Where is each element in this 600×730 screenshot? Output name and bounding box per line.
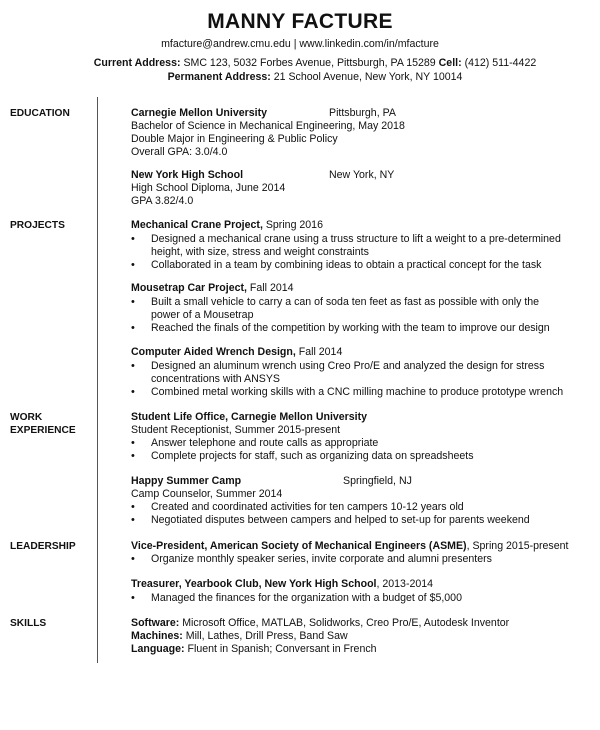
- bullet-icon: [131, 296, 151, 309]
- bullet-text: Collaborated in a team by combining ideas to obtain a practical concept for the task: [151, 259, 542, 271]
- job-role: Student Receptionist, Summer 2015-present: [131, 424, 341, 436]
- job-employer: Student Life Office, Carnegie Mellon University: [131, 411, 368, 423]
- skills-language: [131, 643, 377, 656]
- job-location: Springfield, NJ: [343, 475, 412, 487]
- bullet-icon: [131, 437, 151, 450]
- section-divider: [97, 97, 98, 663]
- bullet-icon: [131, 233, 151, 246]
- section-education: EDUCATION: [10, 108, 70, 119]
- bullet-icon: [131, 450, 151, 463]
- project-title: Mousetrap Car Project,: [131, 282, 247, 294]
- bullet-text: height, with size, stress and weight constraints: [151, 246, 369, 258]
- project-date: Fall 2014: [295, 346, 343, 358]
- school-name: New York High School: [131, 169, 244, 181]
- bullet-icon: [131, 386, 151, 399]
- skills-machines-label: Machines:: [131, 630, 183, 642]
- skills-software-value: Microsoft Office, MATLAB, Solidworks, Creo Pro/E, Autodesk Inventor: [179, 617, 510, 629]
- current-address: SMC 123, 5032 Forbes Avenue, Pittsburgh, PA 15289: [180, 57, 439, 69]
- leadership-heading: [131, 540, 568, 553]
- bullet-text: power of a Mousetrap: [151, 309, 254, 321]
- leadership-date: , Spring 2015-present: [466, 540, 569, 552]
- degree: Bachelor of Science in Mechanical Engineering, May 2018: [131, 120, 405, 132]
- cell-number: (412) 511-4422: [461, 57, 537, 69]
- bullet-text: Answer telephone and route calls as appropriate: [151, 437, 379, 449]
- bullet-icon: [131, 360, 151, 373]
- bullet-text: Created and coordinated activities for ten campers 10-12 years old: [151, 501, 464, 513]
- degree: High School Diploma, June 2014: [131, 182, 286, 194]
- current-address-line: [0, 56, 600, 70]
- section-work: WORK: [10, 412, 43, 423]
- bullet-text: Combined metal working skills with a CNC milling machine to produce prototype wrench: [151, 386, 564, 398]
- bullet-text: Designed an aluminum wrench using Creo Pro/E and analyzed the design for stress: [151, 360, 545, 372]
- project-title: Mechanical Crane Project,: [131, 219, 263, 231]
- permanent-address: 21 School Avenue, New York, NY 10014: [270, 71, 463, 83]
- project-heading: [131, 219, 323, 232]
- bullet-text: Built a small vehicle to carry a can of soda ten feet as fast as possible with only the: [151, 296, 540, 308]
- contact-line: mfacture@andrew.cmu.edu | www.linkedin.com/in/mfacture: [161, 38, 439, 50]
- permanent-address-line: [0, 70, 600, 84]
- leadership-heading: [131, 578, 433, 591]
- skills-language-label: Language:: [131, 643, 185, 655]
- school-location: New York, NY: [329, 169, 395, 181]
- skills-software: [131, 617, 509, 630]
- current-address-label: Current Address:: [93, 57, 181, 69]
- section-leadership: LEADERSHIP: [10, 541, 76, 552]
- skills-language-value: Fluent in Spanish; Conversant in French: [184, 643, 377, 655]
- address-block: [0, 56, 600, 84]
- project-heading: [131, 282, 294, 295]
- section-skills: SKILLS: [10, 618, 47, 629]
- bullet-icon: [131, 501, 151, 514]
- school-name: Carnegie Mellon University: [131, 107, 267, 119]
- project-date: Spring 2016: [262, 219, 323, 231]
- section-projects: PROJECTS: [10, 220, 65, 231]
- skills-machines-value: Mill, Lathes, Drill Press, Band Saw: [182, 630, 348, 642]
- bullet-text: Negotiated disputes between campers and helped to set-up for parents weekend: [151, 514, 530, 526]
- bullet-text: Complete projects for staff, such as organizing data on spreadsheets: [151, 450, 474, 462]
- job-employer: Happy Summer Camp: [131, 475, 242, 487]
- leadership-date: , 2013-2014: [376, 578, 434, 590]
- bullet-text: Managed the finances for the organization with a budget of $5,000: [151, 592, 462, 604]
- bullet-text: Organize monthly speaker series, invite corporate and alumni presenters: [151, 553, 492, 565]
- skills-software-label: Software:: [131, 617, 180, 629]
- project-heading: [131, 346, 342, 359]
- project-date: Fall 2014: [246, 282, 294, 294]
- section-experience: EXPERIENCE: [10, 425, 76, 436]
- bullet-icon: [131, 514, 151, 527]
- gpa: GPA 3.82/4.0: [131, 195, 194, 207]
- gpa: Overall GPA: 3.0/4.0: [131, 146, 228, 158]
- bullet-text: Designed a mechanical crane using a truss structure to lift a weight to a pre-determined: [151, 233, 561, 245]
- bullet-icon: [131, 259, 151, 272]
- school-location: Pittsburgh, PA: [329, 107, 396, 119]
- bullet-icon: [131, 322, 151, 335]
- job-role: Camp Counselor, Summer 2014: [131, 488, 283, 500]
- candidate-name: MANNY FACTURE: [207, 10, 393, 33]
- bullet-icon: [131, 553, 151, 566]
- bullet-text: concentrations with ANSYS: [151, 373, 280, 385]
- skills-machines: [131, 630, 348, 643]
- double-major: Double Major in Engineering & Public Policy: [131, 133, 338, 145]
- leadership-title: Treasurer, Yearbook Club, New York High School: [131, 578, 377, 590]
- bullet-icon: [131, 592, 151, 605]
- bullet-text: Reached the finals of the competition by working with the team to improve our design: [151, 322, 550, 334]
- project-title: Computer Aided Wrench Design,: [131, 346, 296, 358]
- permanent-address-label: Permanent Address:: [167, 71, 271, 83]
- cell-label: Cell:: [438, 57, 462, 69]
- leadership-title: Vice-President, American Society of Mechanical Engineers (ASME): [131, 540, 467, 552]
